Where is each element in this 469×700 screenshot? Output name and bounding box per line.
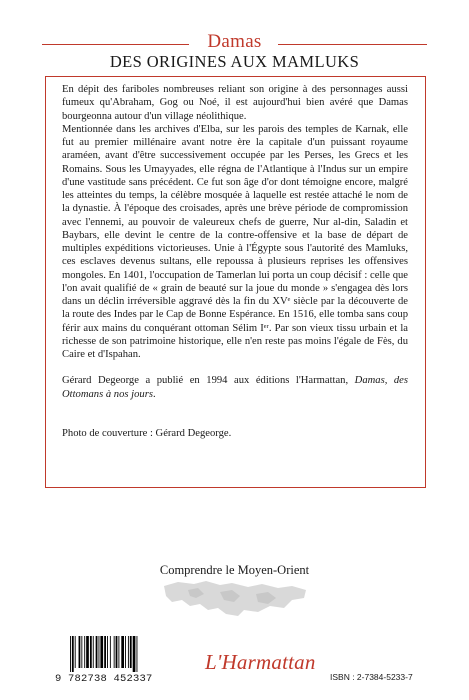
back-cover-text bbox=[62, 83, 408, 440]
title-rule-right bbox=[278, 44, 427, 45]
publisher-logo: L'Harmattan bbox=[205, 650, 316, 674]
book-title: Damas bbox=[207, 31, 262, 52]
author-note-book-title: Damas, des Ottomans à nos jours bbox=[62, 375, 408, 400]
barcode-bar bbox=[75, 636, 76, 668]
barcode-bar bbox=[99, 636, 100, 668]
barcode-bar bbox=[133, 636, 136, 672]
photo-credit: Photo de couverture : Gérard Degeorge. bbox=[62, 427, 232, 439]
barcode-bar bbox=[137, 636, 138, 672]
paragraph-history: Mentionnée dans les archives d'Elba, sur les parois des temples de Karnak, elle fut au premier millénaire avant notre ère la capitale d'un puissant royaume araméen, avant d'être successivement occupée par les Perses, les Grecs et les Romains. Sous les Umayyades, elle régna de l'Atlantique à l'Indus sur un empire d'une vastitude sans précédent. Ce fut son âge d'or dont témoigne encore, malgré les atteintes du temps, la célèbre mosquée à laquelle est restée attaché le nom de la dynastie. À l'époque des croisades, après une brève période de compromission avec l'ennemi, au pouvoir de valeureux chefs de guerre, Nur al-din, Saladin et Baybars, elle devint le centre de la contre-offensive et la base de départ de multiples expéditions victorieuses. Unie à l'Égypte sous l'autorité des Mamluks, ces esclaves devenus sultans, elle repoussa à plusieurs reprises les offensives mongoles. En 1401, l'occupation de Tamerlan lui porta un coup décisif : celle que l'on avait qualifié de « grain de beauté sur la joue du monde » s'engagea dès lors dans un déclin irréversible aggravé dès la fin du XVᵉ siècle par la découverte de la route des Indes par le Cap de Bonne Espérance. En 1516, elle tomba sans coup férir aux mains du conquérant ottoman Sélim Iᵉʳ. Par son vieux tissu urbain et la richesse de son patrimoine historique, elle n'en reste pas moins l'égale de Fès, du Caire et d'Ispahan. bbox=[62, 123, 408, 360]
barcode-bar bbox=[96, 636, 98, 668]
author-note-prefix: Gérard Degeorge a publié en 1994 aux éditions l'Harmattan, bbox=[62, 375, 355, 387]
barcode-bar bbox=[128, 636, 129, 668]
barcode-bar bbox=[100, 636, 103, 668]
barcode-bar bbox=[110, 636, 111, 668]
barcode-bar bbox=[118, 636, 119, 668]
barcode-bar bbox=[107, 636, 108, 668]
barcode-bar bbox=[93, 636, 94, 668]
barcode-bar bbox=[116, 636, 118, 668]
barcode-bar bbox=[90, 636, 92, 668]
barcode-number: 9 782738 452337 bbox=[55, 673, 153, 685]
barcode-bar bbox=[81, 636, 82, 668]
barcode-bar bbox=[104, 636, 106, 668]
barcode-bar bbox=[70, 636, 71, 672]
author-note-suffix: . bbox=[152, 388, 156, 400]
barcode-bar bbox=[72, 636, 74, 672]
author-note bbox=[62, 374, 408, 401]
barcode-bar bbox=[86, 636, 89, 668]
barcode-bar bbox=[125, 636, 126, 668]
series-label: Comprendre le Moyen-Orient bbox=[159, 563, 310, 577]
barcode-bar bbox=[121, 636, 124, 668]
book-subtitle: DES ORIGINES AUX MAMLUKS bbox=[109, 52, 360, 71]
paragraph-intro: En dépit des fariboles nombreuses reliant son origine à des personnages aussi fumeux qu'Abraham, Gog ou Noé, il est aujourd'hui bien avéré que Damas bourgeonna autour d'un village néolithique. bbox=[62, 84, 408, 122]
title-block bbox=[0, 32, 469, 72]
barcode-bar bbox=[84, 636, 85, 668]
middle-east-map-icon bbox=[160, 578, 310, 618]
title-rule-left bbox=[42, 44, 189, 45]
barcode-bar bbox=[79, 636, 81, 668]
isbn: ISBN : 2-7384-5233-7 bbox=[330, 672, 413, 682]
barcode-bar bbox=[130, 636, 132, 668]
barcode-icon bbox=[68, 636, 162, 672]
barcode-bar bbox=[114, 636, 115, 668]
